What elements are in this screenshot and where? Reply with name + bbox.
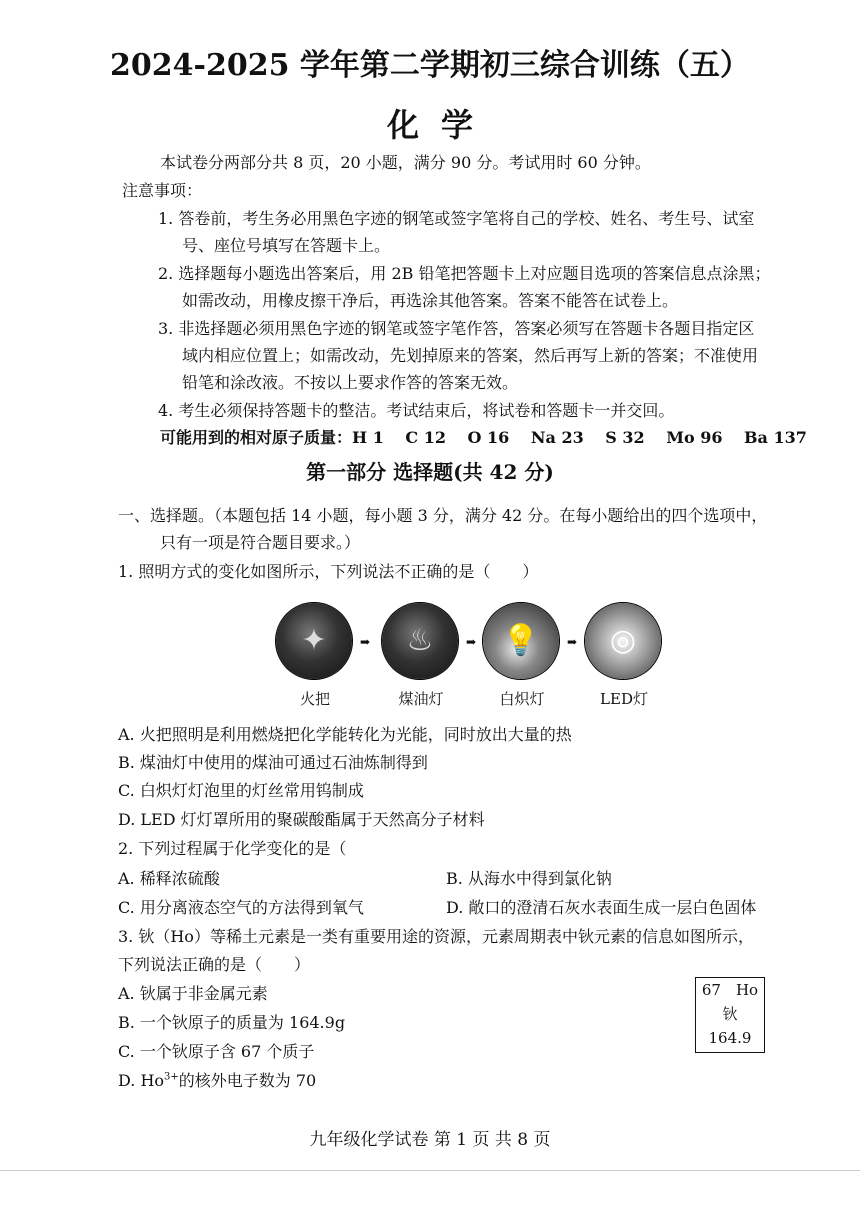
note-line: 4. 考生必须保持答题卡的整洁。考试结束后，将试卷和答题卡一并交回。 <box>158 401 675 420</box>
note-line: 3. 非选择题必须用黑色字迹的钢笔或签字笔作答，答案必须写在答题卡各题目指定区 <box>158 319 755 338</box>
arrow-icon: ➡ <box>360 635 371 649</box>
note-line: 号、座位号填写在答题卡上。 <box>182 236 391 255</box>
section-instruction: 只有一项是符合题目要求。） <box>160 533 361 552</box>
question-2-stem: 2. 下列过程属于化学变化的是（ <box>118 839 347 858</box>
kerosene-lamp-image: ♨ <box>382 603 458 679</box>
atomic-masses: 可能用到的相对原子质量：H 1 C 12 O 16 Na 23 S 32 Mo 96 Ba 137 <box>160 428 807 447</box>
ion-symbol: Ho <box>140 1071 165 1090</box>
caption-led: LED灯 <box>600 690 648 708</box>
q2-option-c: C. 用分离液态空气的方法得到氧气 <box>118 898 364 917</box>
note-line: 2. 选择题每小题选出答案后，用 2B 铅笔把答题卡上对应题目选项的答案信息点涂黑； <box>158 264 771 283</box>
element-number-symbol: 67 Ho <box>701 981 759 999</box>
intro-text: 本试卷分两部分共 8 页，20 小题，满分 90 分。考试用时 60 分钟。 <box>160 153 651 172</box>
arrow-icon: ➡ <box>567 635 578 649</box>
caption-incandescent: 白炽灯 <box>499 690 545 708</box>
caption-torch: 火把 <box>299 690 330 708</box>
element-mass: 164.9 <box>708 1029 752 1047</box>
q3-option-d-text: 的核外电子数为 70 <box>178 1071 317 1090</box>
q3-option-b: B. 一个钬原子的质量为 164.9g <box>118 1013 346 1032</box>
section-heading: 第一部分 选择题(共 42 分) <box>306 460 554 484</box>
q3-option-d <box>118 1068 316 1091</box>
note-line: 铅笔和涂改液。不按以上要求作答的答案无效。 <box>182 373 519 392</box>
question-1-stem: 1. 照明方式的变化如图所示，下列说法不正确的是（ ） <box>118 562 539 581</box>
section-instruction: 一、选择题。（本题包括 14 小题，每小题 3 分，满分 42 分。在每小题给出的四个选项中， <box>118 506 768 525</box>
ion-charge: 3+ <box>164 1071 179 1083</box>
element-card-holmium <box>695 977 765 1053</box>
exam-title: 2024-2025 学年第二学期初三综合训练（五） <box>110 48 750 83</box>
page-bottom-rule <box>0 1170 860 1171</box>
arrow-icon: ➡ <box>466 635 477 649</box>
led-lamp-image: ◎ <box>585 603 661 679</box>
q1-option-b: B. 煤油灯中使用的煤油可通过石油炼制得到 <box>118 753 428 772</box>
question-3-stem-cont: 下列说法正确的是（ ） <box>118 955 311 974</box>
note-line: 1. 答卷前，考生务必用黑色字迹的钢笔或签字笔将自己的学校、姓名、考生号、试室 <box>158 209 755 228</box>
q3-option-d-prefix: D. <box>118 1071 141 1090</box>
q1-option-a: A. 火把照明是利用燃烧把化学能转化为光能，同时放出大量的热 <box>118 725 572 744</box>
subject-title: 化学 <box>386 106 495 144</box>
note-line: 域内相应位置上；如需改动，先划掉原来的答案，然后再写上新的答案；不准使用 <box>182 346 759 365</box>
notes-heading: 注意事项： <box>122 181 203 200</box>
q3-option-c: C. 一个钬原子含 67 个质子 <box>118 1042 315 1061</box>
q2-option-d: D. 敞口的澄清石灰水表面生成一层白色固体 <box>446 898 757 917</box>
caption-kerosene: 煤油灯 <box>398 690 444 708</box>
q1-option-d: D. LED 灯灯罩所用的聚碳酸酯属于天然高分子材料 <box>118 810 485 829</box>
incandescent-bulb-image: 💡 <box>483 603 559 679</box>
q2-option-b: B. 从海水中得到氯化钠 <box>446 869 612 888</box>
q2-option-a: A. 稀释浓硫酸 <box>118 869 220 888</box>
q3-option-a: A. 钬属于非金属元素 <box>118 984 268 1003</box>
torch-image: ✦ <box>276 603 352 679</box>
q1-option-c: C. 白炽灯灯泡里的灯丝常用钨制成 <box>118 781 364 800</box>
page-footer: 九年级化学试卷 第 1 页 共 8 页 <box>309 1130 551 1150</box>
question-3-stem: 3. 钬（Ho）等稀土元素是一类有重要用途的资源，元素周期表中钬元素的信息如图所示， <box>118 927 754 946</box>
note-line: 如需改动，用橡皮擦干净后，再选涂其他答案。答案不能答在试卷上。 <box>182 291 679 310</box>
element-name: 钬 <box>722 1005 738 1023</box>
lighting-figure <box>270 603 670 713</box>
